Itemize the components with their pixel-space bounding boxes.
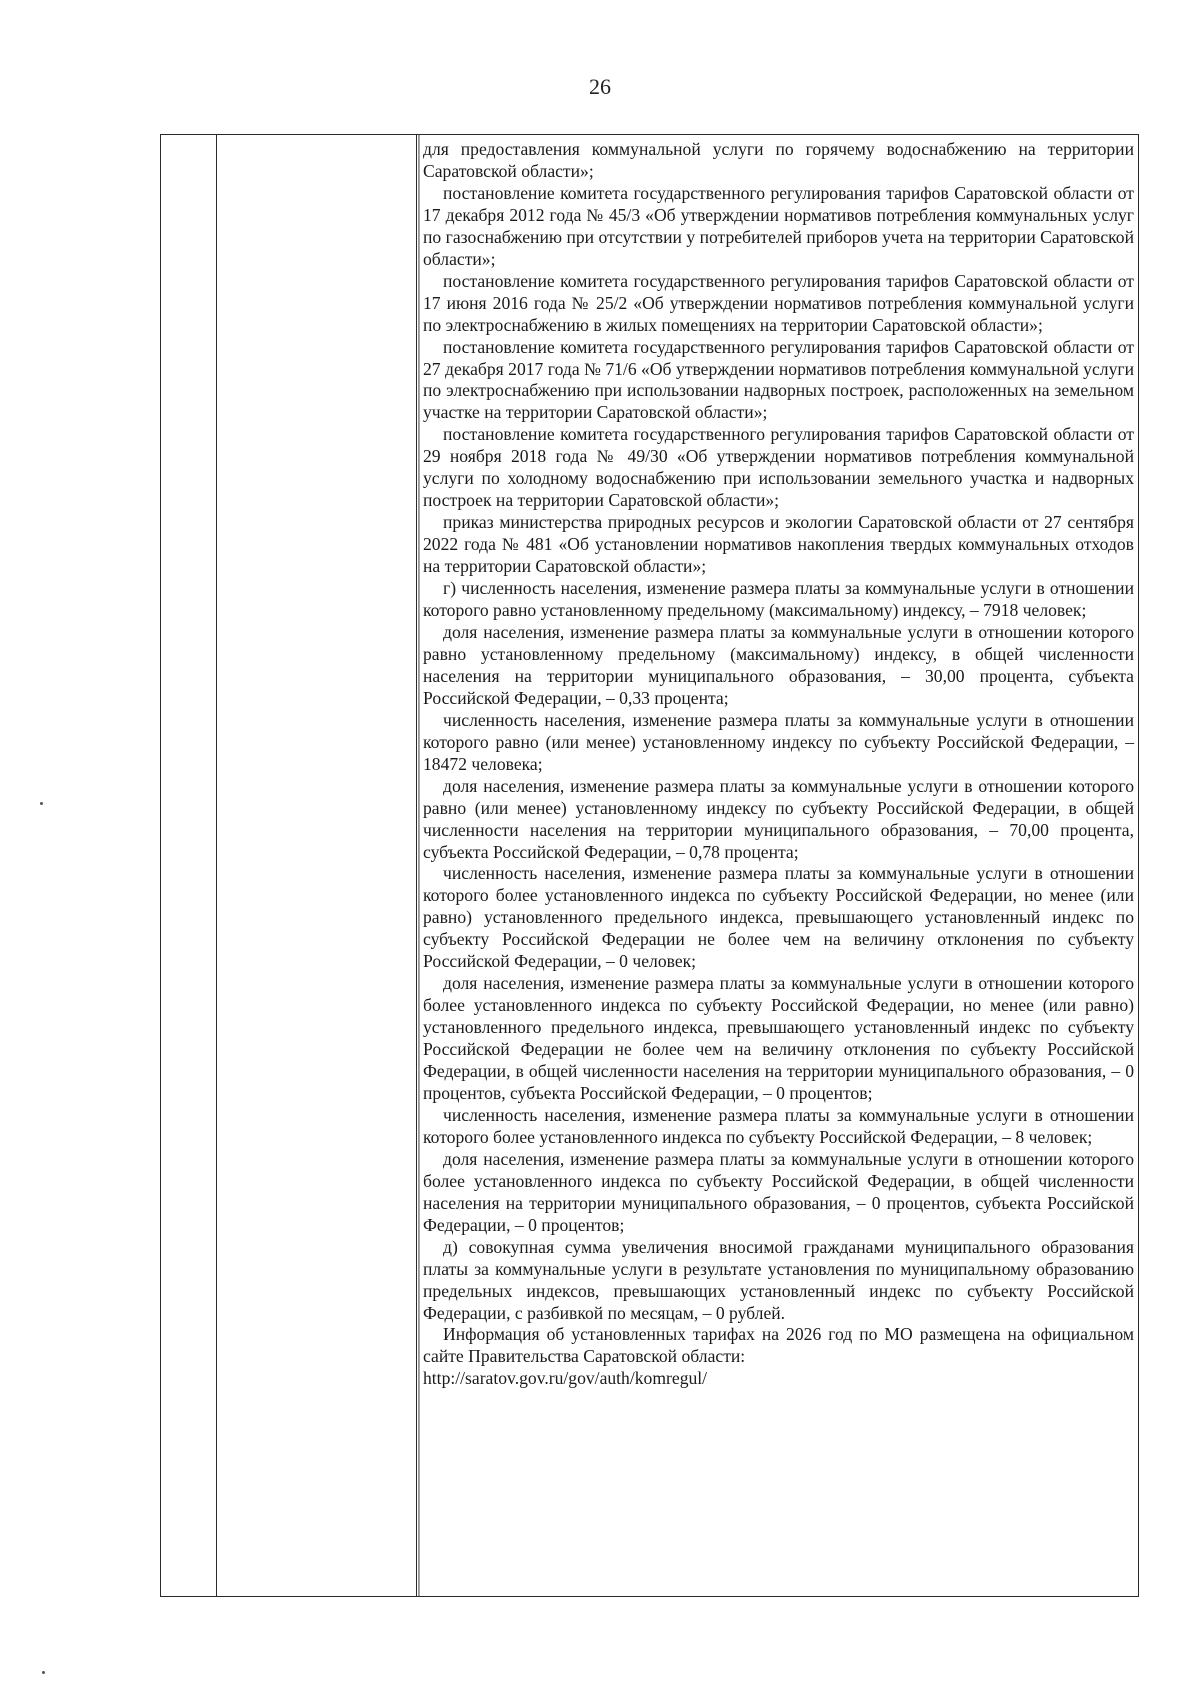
paragraph: доля населения, изменение размера платы за коммунальные услуги в отношении которого более установленного индекса по субъекту Российской Федерации, в общей численности населения на территории муниципального образования, – 0 процентов, субъекта Российской Федерации, – 0 процентов; <box>423 1148 1134 1235</box>
paragraph: доля населения, изменение размера платы за коммунальные услуги в отношении которого более установленного индекса по субъекту Российской Федерации, но менее (или равно) установленного предельного индекса, превышающего установленный индекс по субъекту Российской Федерации не более чем на величину отклонения по субъекту Российской Федерации, в общей численности населения на территории муниципального образования, – 0 процентов, субъекта Российской Федерации, – 0 процентов; <box>423 973 1134 1103</box>
url-link[interactable]: http://saratov.gov.ru/gov/auth/komregul/ <box>423 1368 708 1389</box>
scan-speck <box>42 1671 45 1674</box>
paragraph: постановление комитета государственного регулирования тарифов Саратовской области от 17 декабря 2012 года № 45/3 «Об утверждении нормативов потребления коммунальных услуг по газоснабжению при отсутствии у потребителей приборов учета на территории Саратовской области»; <box>423 182 1134 269</box>
paragraph: Информация об установленных тарифах на 2026 год по МО размещена на официальном сайте Правительства Саратовской области: <box>423 1324 1134 1367</box>
scan-speck <box>40 802 43 805</box>
page-number: 26 <box>589 74 611 99</box>
table-row <box>161 135 1139 1597</box>
paragraph: г) численность населения, изменение размера платы за коммунальные услуги в отношении которого равно установленному предельному (максимальному) индексу, – 7918 человек; <box>423 578 1134 621</box>
paragraph: приказ министерства природных ресурсов и экологии Саратовской области от 27 сентября 2022 года № 481 «Об установлении нормативов накопления твердых коммунальных отходов на территории Саратовской области»; <box>423 512 1134 577</box>
paragraph: д) совокупная сумма увеличения вносимой гражданами муниципального образования платы за коммунальные услуги в результате установления по муниципальному образованию предельных индексов, превышающих установленный индекс по субъекту Российской Федерации, с разбивкой по месяцам, – 0 рублей. <box>423 1236 1134 1323</box>
paragraph: доля населения, изменение размера платы за коммунальные услуги в отношении которого равно (или менее) установленному индексу по субъекту Российской Федерации, в общей численности населения на территории муниципального образования, – 70,00 процента, субъекта Российской Федерации, – 0,78 процента; <box>423 775 1134 862</box>
content-cell <box>417 135 1139 1597</box>
paragraph: для предоставления коммунальной услуги по горячему водоснабжению на территории Саратовской области»; <box>423 139 1134 181</box>
number-cell <box>161 135 217 1597</box>
paragraph: постановление комитета государственного регулирования тарифов Саратовской области от 27 декабря 2017 года № 71/6 «Об утверждении нормативов потребления коммунальной услуги по электроснабжению при использовании надворных построек, расположенных на земельном участке на территории Саратовской области»; <box>423 336 1134 423</box>
paragraph: численность населения, изменение размера платы за коммунальные услуги в отношении которого более установленного индекса по субъекту Российской Федерации, но менее (или равно) установленного предельного индекса, превышающего установленный индекс по субъекту Российской Федерации не более чем на величину отклонения по субъекту Российской Федерации, – 0 человек; <box>423 863 1134 972</box>
document-table <box>160 134 1139 1597</box>
paragraph: постановление комитета государственного регулирования тарифов Саратовской области от 17 июня 2016 года № 25/2 «Об утверждении нормативов потребления коммунальной услуги по электроснабжению в жилых помещениях на территории Саратовской области»; <box>423 270 1134 335</box>
paragraph: доля населения, изменение размера платы за коммунальные услуги в отношении которого равно установленному предельному (максимальному) индексу, в общей численности населения на территории муниципального образования, – 30,00 процента, субъекта Российской Федерации, – 0,33 процента; <box>423 621 1134 708</box>
paragraph: численность населения, изменение размера платы за коммунальные услуги в отношении которого равно (или менее) установленному индексу по субъекту Российской Федерации, – 18472 человека; <box>423 709 1134 774</box>
content-text <box>423 139 1134 1390</box>
paragraph: постановление комитета государственного регулирования тарифов Саратовской области от 29 ноября 2018 года № 49/30 «Об утверждении нормативов потребления коммунальной услуги по холодному водоснабжению при использовании земельного участка и надворных построек на территории Саратовской области»; <box>423 424 1134 511</box>
name-cell <box>217 135 417 1597</box>
paragraph: численность населения, изменение размера платы за коммунальные услуги в отношении которого более установленного индекса по субъекту Российской Федерации, – 8 человек; <box>423 1104 1134 1147</box>
